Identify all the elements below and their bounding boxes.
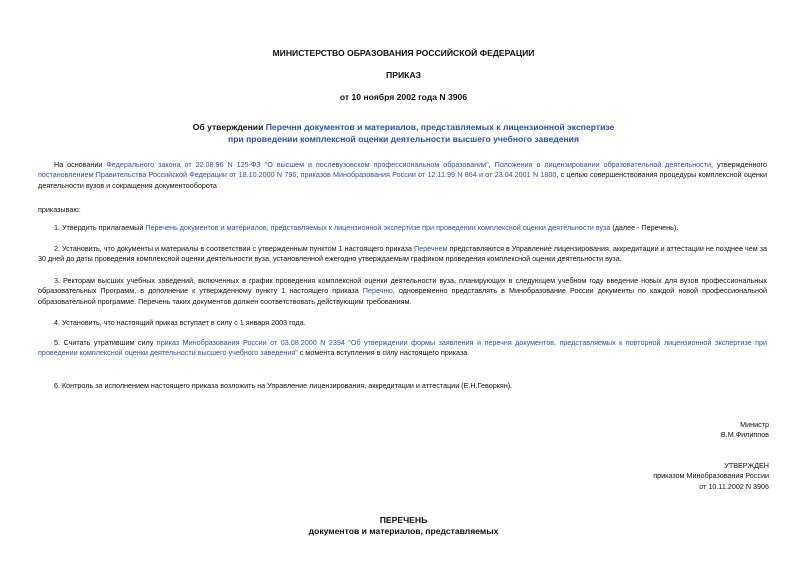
preamble-text-2: , (488, 160, 495, 169)
item-1-text-b: (далее - Перечень). (610, 223, 679, 232)
item-5-text-b: с момента вступления в силу настоящего приказа. (297, 348, 470, 358)
doc-type: ПРИКАЗ (386, 70, 421, 80)
order-word: приказываю: (38, 205, 81, 214)
ministry-header: МИНИСТЕРСТВО ОБРАЗОВАНИЯ РОССИЙСКОЙ ФЕДЕРАЦИИ (272, 48, 535, 58)
preamble-text-5: , с целью совершенствования процедуры комплексной оценки деятельности вузов и сокращения документооборота (38, 170, 767, 190)
signature-name: В.М.Филиппов (720, 430, 769, 440)
federal-law-link[interactable]: Федерального закона от 22.08.96 N 125-ФЗ "О высшем и послевузовском профессиональном образовании" (106, 160, 489, 169)
title-prefix: Об утверждении (192, 122, 266, 132)
preamble (38, 160, 767, 191)
item-5 (38, 338, 767, 359)
signature-block (721, 420, 769, 441)
item-5-order-link[interactable]: приказ Минобразования России от 03.08.2000 N 2394 "Об утверждении формы заявления и перечня документов, представляемых к повторной лицензионной экспертизе при проведении комплексной оценки деятельности высшего учебного заведения" (38, 338, 768, 358)
item-6: 6. Контроль за исполнением настоящего приказа возложить на Управление лицензирования, аккредитации и аттестации (Е.Н.Геворкян). (54, 381, 513, 390)
title-link-line2[interactable]: при проведении комплексной оценки деятельности высшего учебного заведения (228, 133, 579, 144)
item-3-text-b: , одновременно представлять в Минобразование России документы по каждой новой профессиональной образовательной программе. Перечень таких документов должен соответствовать действующим требованиям. (38, 286, 767, 306)
item-2-list-link[interactable]: Перечнем (413, 244, 448, 253)
ministry-orders-link[interactable]: приказов Минобразования России от 12.11.99 N 864 и от 23.04.2001 N 1800 (300, 170, 557, 180)
approval-line-1: УТВЕРЖДЕН (724, 461, 769, 470)
preamble-text-1: На основании (54, 160, 107, 169)
item-3-text-a: 3. Ректорам высших учебных заведений, включенных в график проведения комплексной оценки деятельности вуза, планирующих в следующем учебном году введение новых для вузов профессиональных образовательных Программ, в дополнение к утвержденному пункту 1 настоящего приказа (38, 276, 767, 296)
preamble-text-3: , утвержденного (711, 160, 767, 169)
preamble-text-4: , (296, 170, 301, 180)
item-2-text-b: представляются в Управление лицензирования, аккредитации и аттестации не позднее чем за 30 дней до даты проведения комплексной оценки деятельности вуза, установленной ежегодно утверждаемым графиком проведения комплексной оценки деятельности вуза. (38, 244, 767, 264)
item-3-list-link[interactable]: Перечню (362, 286, 393, 296)
item-1 (38, 223, 767, 233)
appendix-title: ПЕРЕЧЕНЬ (379, 515, 428, 525)
approval-line-3: от 10.11.2002 N 3906 (699, 481, 769, 491)
signature-position: Министр (740, 420, 769, 429)
item-3 (38, 276, 767, 307)
item-5-text-a: 5. Считать утратившим силу (54, 338, 157, 347)
appendix-subtitle: документов и материалов, представляемых (308, 526, 499, 536)
item-2 (38, 244, 767, 265)
approval-block (653, 461, 769, 492)
doc-date-number: от 10 ноября 2002 года N 3906 (339, 92, 468, 102)
government-decree-link[interactable]: постановлением Правительства Российской Федерации от 18.10.2000 N 796 (38, 170, 297, 180)
title-link-line1[interactable]: Перечня документов и материалов, представляемых к лицензионной экспертизе (265, 122, 615, 132)
item-4: 4. Установить, что настоящий приказ вступает в силу с 1 января 2003 года. (54, 318, 306, 327)
licensing-regulation-link[interactable]: Положения о лицензировании образовательной деятельности (494, 160, 712, 169)
item-1-text-a: 1. Утвердить прилагаемый (54, 223, 146, 232)
approval-line-2: приказом Минобразования России (653, 471, 769, 481)
item-2-text-a: 2. Установить, что документы и материалы в соответствии с утвержденным пунктом 1 настоящего приказа (54, 244, 414, 253)
doc-title (0, 122, 807, 145)
item-1-list-link[interactable]: Перечень документов и материалов, представляемых к лицензионной экспертизе при проведении комплексной оценки деятельности вуза (145, 223, 611, 232)
